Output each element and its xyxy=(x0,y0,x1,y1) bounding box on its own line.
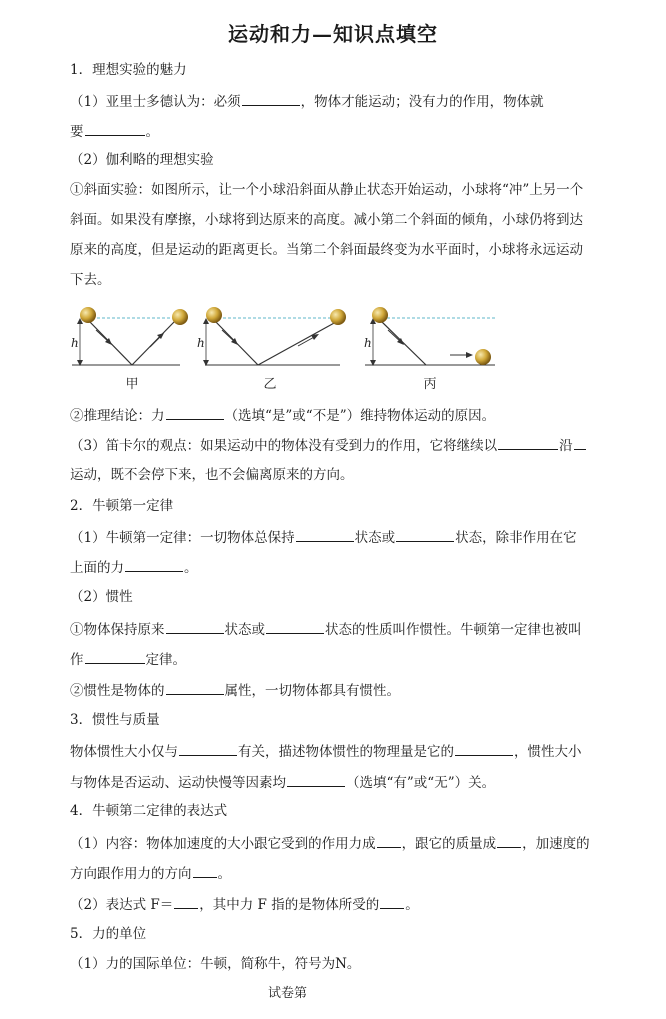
inertia-line3: ②惯性是物体的 属性，一切物体都具有惯性。 xyxy=(70,680,400,700)
page-title: 运动和力—知识点填空 xyxy=(228,22,438,46)
blank[interactable] xyxy=(174,894,198,909)
blank[interactable] xyxy=(125,557,183,572)
s2-p2: （2）惯性 xyxy=(70,589,133,605)
exp-line-4: 下去。 xyxy=(70,272,111,288)
exp-line-1: ①斜面实验：如图所示，让一个小球沿斜面从静止状态开始运动，小球将“冲”上另一个 xyxy=(70,182,584,198)
diagram-yi xyxy=(197,307,346,366)
inertia-line2: 作 定律。 xyxy=(70,649,186,669)
blank[interactable] xyxy=(455,741,513,756)
blank[interactable] xyxy=(193,863,217,878)
s4-p1-line2: 方向跟作用力的方向 。 xyxy=(70,863,231,883)
section-2-heading: 2．牛顿第一定律 xyxy=(70,498,174,514)
blank[interactable] xyxy=(377,833,401,848)
page-footer: 试卷第 xyxy=(268,986,308,1001)
blank[interactable] xyxy=(179,741,237,756)
blank[interactable] xyxy=(497,833,521,848)
blank[interactable] xyxy=(287,772,345,787)
blank[interactable] xyxy=(166,680,224,695)
ball-icon xyxy=(172,309,188,325)
s5-p1: （1）力的国际单位：牛顿，简称牛，符号为N。 xyxy=(70,956,361,972)
figure-label-yi: 乙 xyxy=(263,377,277,392)
ball-icon xyxy=(372,307,388,323)
ball-icon xyxy=(330,309,346,325)
s4-p1-line1: （1）内容：物体加速度的大小跟它受到的作用力成 ，跟它的质量成 ，加速度的 xyxy=(70,833,590,853)
blank[interactable] xyxy=(396,527,454,542)
ball-icon xyxy=(475,349,491,365)
section-1-heading: 1．理想实验的魅力 xyxy=(70,62,187,78)
blank[interactable] xyxy=(242,91,300,106)
s3-line2: 与物体是否运动、运动快慢等因素均 （选填“有”或“无”）关。 xyxy=(70,772,495,792)
blank[interactable] xyxy=(166,405,224,420)
diagram-bing xyxy=(364,307,495,366)
section-5-heading: 5．力的单位 xyxy=(70,926,147,942)
height-label: h xyxy=(364,336,372,350)
blank[interactable] xyxy=(85,649,145,664)
blank[interactable] xyxy=(296,527,354,542)
exp-line-2: 斜面。如果没有摩擦，小球将到达原来的高度。减小第二个斜面的倾角，小球仍将到达 xyxy=(70,212,583,228)
s2-p1-line1: （1）牛顿第一定律：一切物体总保持 状态或 状态，除非作用在它 xyxy=(70,527,577,547)
blank[interactable] xyxy=(380,894,404,909)
conclusion-line: ②推理结论：力 （选填“是”或“不是”）维持物体运动的原因。 xyxy=(70,405,495,425)
s1-p1-line2: 要 。 xyxy=(70,121,159,141)
blank[interactable] xyxy=(266,619,324,634)
figure-label-jia: 甲 xyxy=(125,377,139,392)
s2-p1-line2: 上面的力 。 xyxy=(70,557,198,577)
s1-p2: （2）伽利略的理想实验 xyxy=(70,152,214,168)
s1-p1-line1: （1）亚里士多德认为：必须 ，物体才能运动；没有力的作用，物体就 xyxy=(70,91,544,111)
blank[interactable] xyxy=(166,619,224,634)
descartes-line1: （3）笛卡尔的观点：如果运动中的物体没有受到力的作用，它将继续以 沿 xyxy=(70,435,587,455)
s3-line1: 物体惯性大小仅与 有关，描述物体惯性的物理量是它的 ，惯性大小 xyxy=(70,741,582,761)
blank[interactable] xyxy=(574,435,586,450)
height-label: h xyxy=(197,336,205,350)
incline-experiment-figure xyxy=(70,300,500,395)
ball-icon xyxy=(80,307,96,323)
ball-icon xyxy=(206,307,222,323)
inertia-line1: ①物体保持原来 状态或 状态的性质叫作惯性。牛顿第一定律也被叫 xyxy=(70,619,582,639)
diagram-jia xyxy=(71,307,188,366)
section-3-heading: 3．惯性与质量 xyxy=(70,712,160,728)
height-label: h xyxy=(71,336,79,350)
descartes-line2: 运动，既不会停下来，也不会偏离原来的方向。 xyxy=(70,467,354,483)
blank[interactable] xyxy=(85,121,145,136)
blank[interactable] xyxy=(498,435,558,450)
section-4-heading: 4．牛顿第二定律的表达式 xyxy=(70,803,228,819)
s4-p2: （2）表达式 F＝ ，其中力 F 指的是物体所受的 。 xyxy=(70,894,419,914)
exp-line-3: 原来的高度，但是运动的距离更长。当第二个斜面最终变为水平面时，小球将永远运动 xyxy=(70,242,583,258)
figure-label-bing: 丙 xyxy=(423,377,437,392)
